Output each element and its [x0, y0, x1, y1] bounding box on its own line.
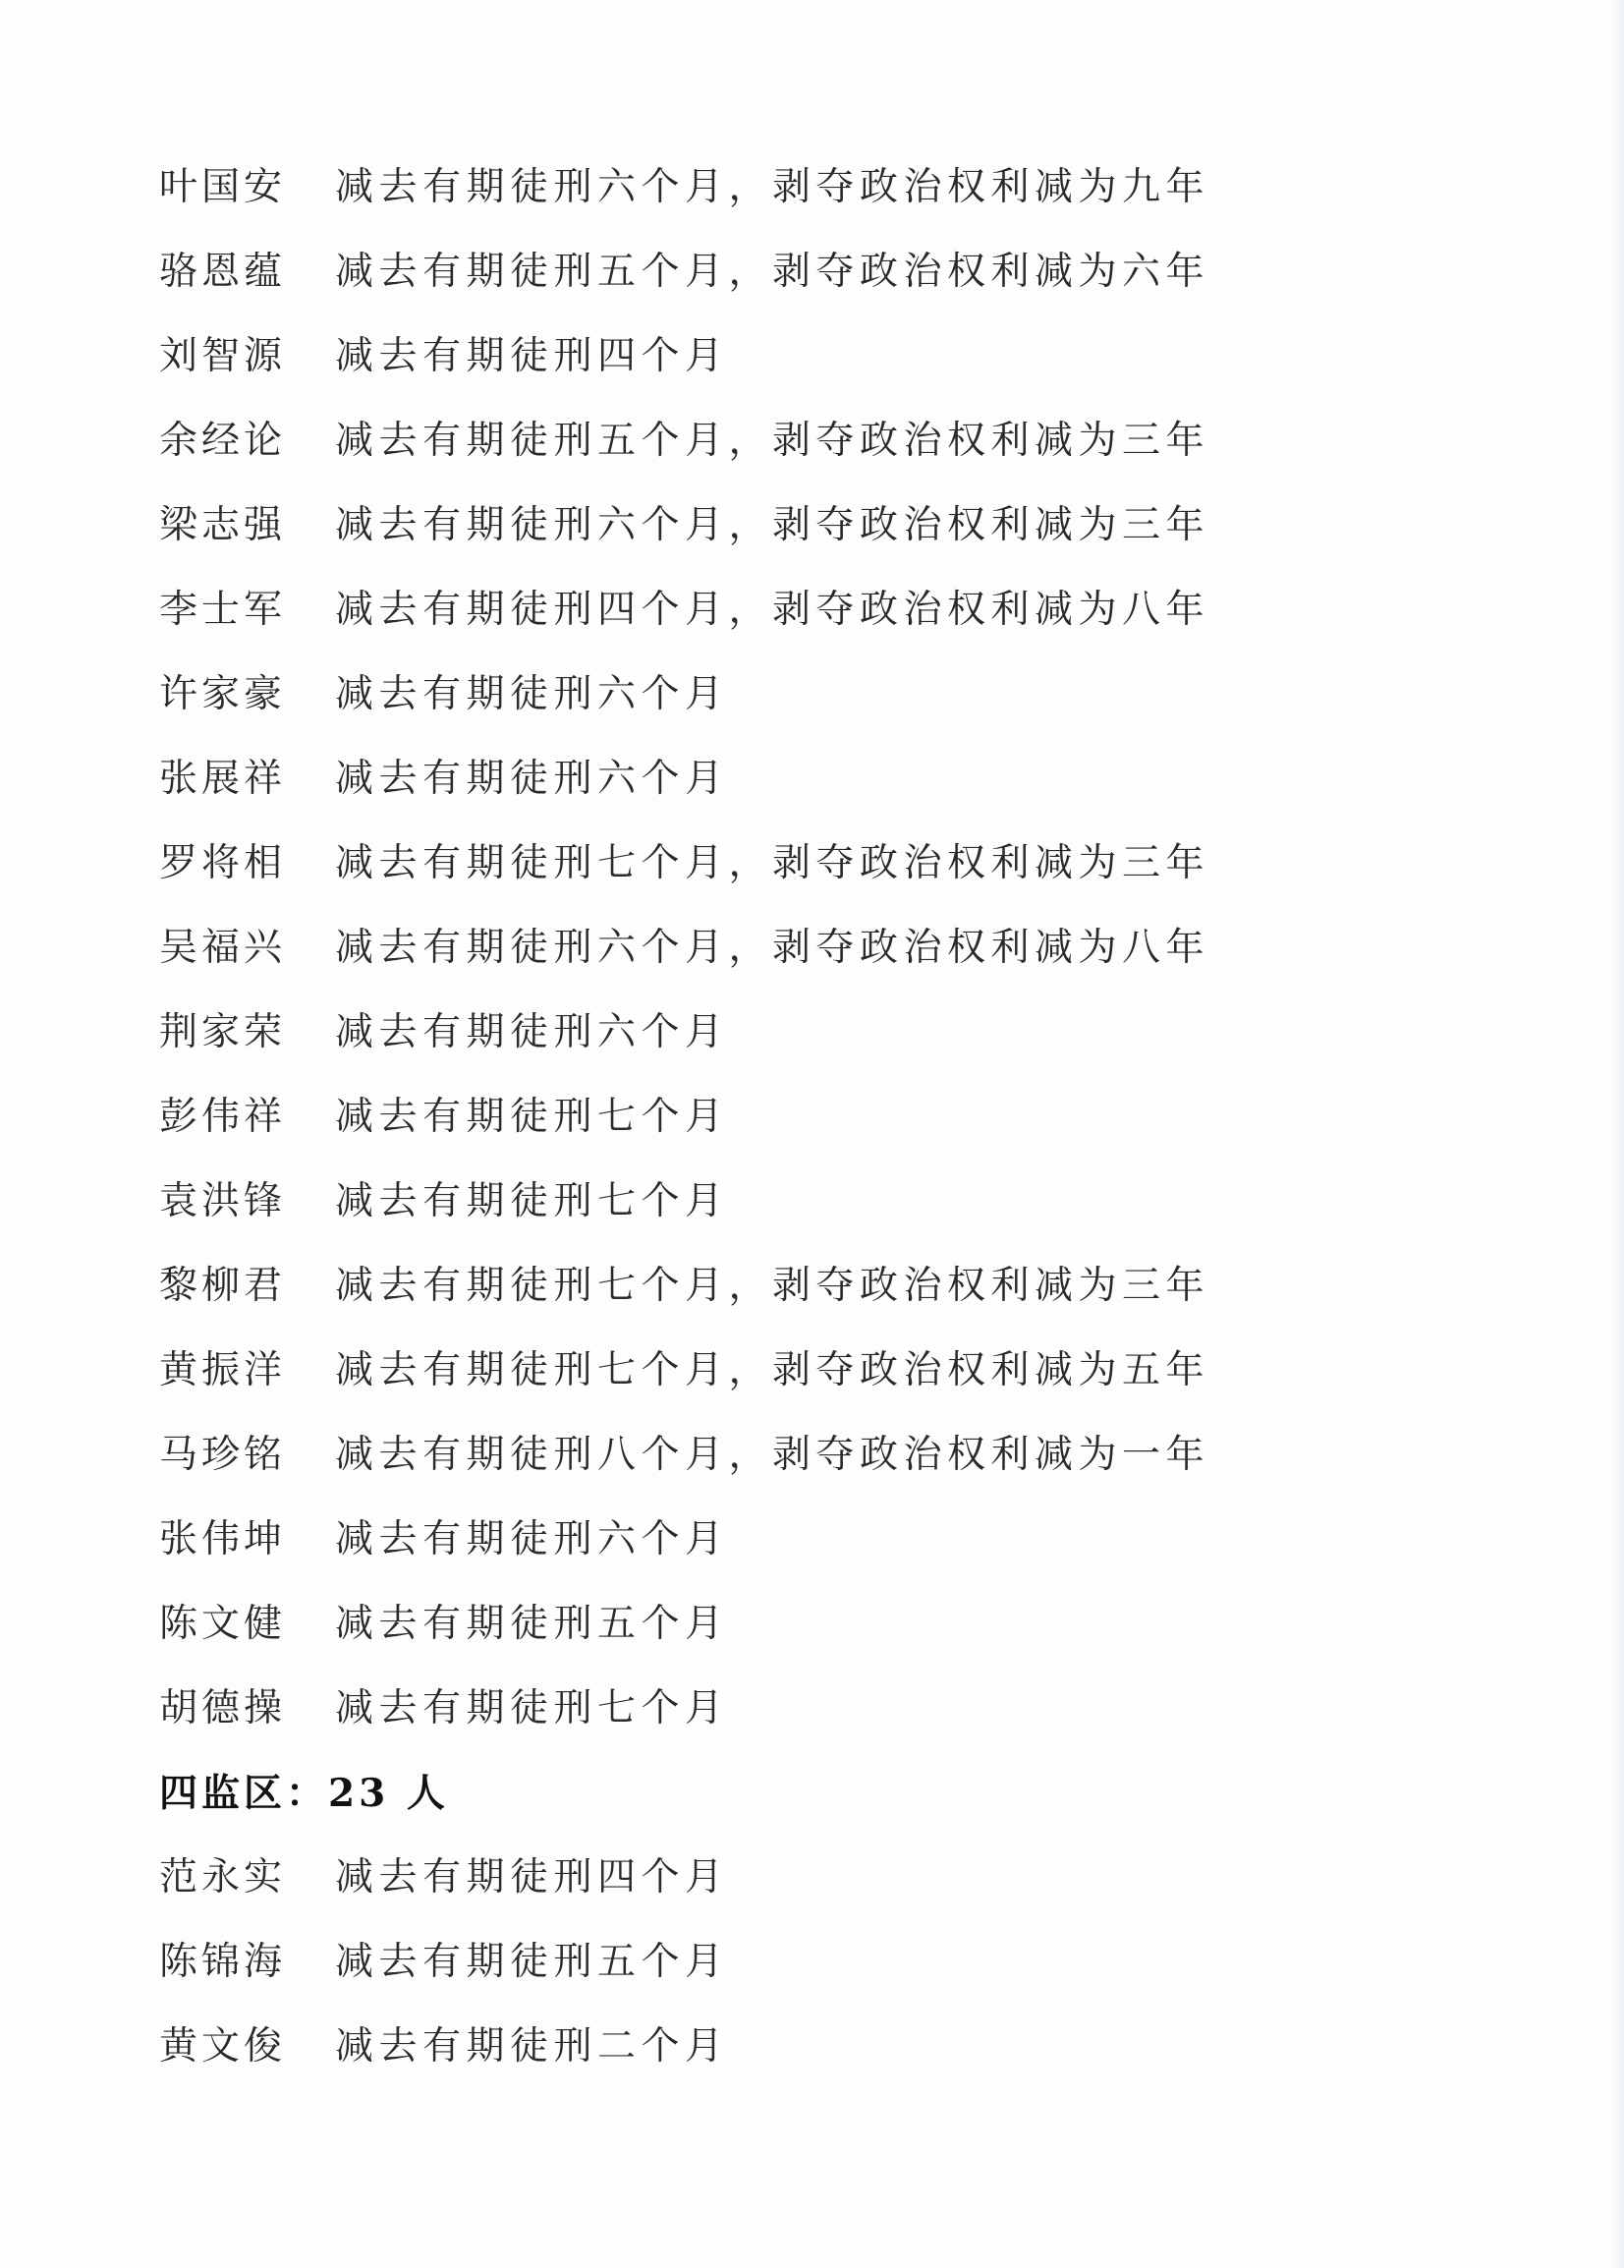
person-name: 陈锦海	[159, 1940, 287, 1984]
list-item	[159, 1920, 1209, 2005]
list-item	[159, 314, 1209, 399]
sentence-reduction: 减去有期徒刑七个月，剥夺政治权利减为三年	[335, 841, 1210, 885]
person-name: 张展祥	[159, 757, 287, 801]
sentence-reduction: 减去有期徒刑六个月	[335, 1010, 729, 1054]
person-name: 荆家荣	[159, 1010, 287, 1054]
list-item	[159, 399, 1209, 483]
person-name: 范永实	[159, 1855, 287, 1899]
list-item	[159, 1413, 1209, 1498]
list-item	[159, 906, 1209, 991]
section-heading: 四监区：23 人	[159, 1771, 449, 1816]
sentence-reduction: 减去有期徒刑五个月	[335, 1602, 729, 1646]
sentence-reduction: 减去有期徒刑四个月	[335, 334, 729, 378]
person-name: 袁洪锋	[159, 1179, 287, 1223]
commutation-list	[159, 145, 1209, 2089]
sentence-reduction: 减去有期徒刑四个月	[335, 1855, 729, 1899]
sentence-reduction: 减去有期徒刑七个月，剥夺政治权利减为五年	[335, 1348, 1210, 1392]
person-name: 梁志强	[159, 503, 287, 547]
sentence-reduction: 减去有期徒刑六个月	[335, 1517, 729, 1561]
list-item	[159, 822, 1209, 906]
person-name: 罗将相	[159, 841, 287, 885]
person-name: 张伟坤	[159, 1517, 287, 1561]
sentence-reduction: 减去有期徒刑二个月	[335, 2024, 729, 2069]
list-item	[159, 483, 1209, 568]
person-name: 彭伟祥	[159, 1095, 287, 1139]
person-name: 许家豪	[159, 672, 287, 716]
sentence-reduction: 减去有期徒刑六个月，剥夺政治权利减为九年	[335, 165, 1210, 209]
sentence-reduction: 减去有期徒刑七个月	[335, 1095, 729, 1139]
list-item	[159, 737, 1209, 822]
list-item	[159, 1244, 1209, 1329]
sentence-reduction: 减去有期徒刑六个月，剥夺政治权利减为八年	[335, 926, 1210, 970]
list-item	[159, 652, 1209, 737]
person-name: 刘智源	[159, 334, 287, 378]
person-name: 余经论	[159, 419, 287, 463]
person-name: 骆恩蕴	[159, 250, 287, 294]
list-item	[159, 1075, 1209, 1160]
person-name: 吴福兴	[159, 926, 287, 970]
sentence-reduction: 减去有期徒刑六个月	[335, 757, 729, 801]
person-name: 黎柳君	[159, 1264, 287, 1308]
list-item	[159, 568, 1209, 652]
person-name: 李士军	[159, 588, 287, 632]
list-item	[159, 1329, 1209, 1413]
sentence-reduction: 减去有期徒刑七个月	[335, 1179, 729, 1223]
sentence-reduction: 减去有期徒刑七个月，剥夺政治权利减为三年	[335, 1264, 1210, 1308]
list-item	[159, 1667, 1209, 1751]
list-item	[159, 1582, 1209, 1667]
person-name: 黄文俊	[159, 2024, 287, 2069]
person-name: 叶国安	[159, 165, 287, 209]
sentence-reduction: 减去有期徒刑四个月，剥夺政治权利减为八年	[335, 588, 1210, 632]
scan-edge	[1610, 0, 1624, 2268]
sentence-reduction: 减去有期徒刑五个月	[335, 1940, 729, 1984]
sentence-reduction: 减去有期徒刑七个月	[335, 1686, 729, 1730]
list-item	[159, 1498, 1209, 1582]
list-item	[159, 2005, 1209, 2089]
list-item	[159, 991, 1209, 1075]
sentence-reduction: 减去有期徒刑五个月，剥夺政治权利减为三年	[335, 419, 1210, 463]
sentence-reduction: 减去有期徒刑六个月，剥夺政治权利减为三年	[335, 503, 1210, 547]
list-item	[159, 230, 1209, 314]
person-name: 黄振洋	[159, 1348, 287, 1392]
list-item	[159, 1836, 1209, 1920]
list-item	[159, 1160, 1209, 1244]
sentence-reduction: 减去有期徒刑八个月，剥夺政治权利减为一年	[335, 1433, 1210, 1477]
list-item	[159, 145, 1209, 230]
sentence-reduction: 减去有期徒刑五个月，剥夺政治权利减为六年	[335, 250, 1210, 294]
person-name: 马珍铭	[159, 1433, 287, 1477]
person-name: 胡德操	[159, 1686, 287, 1730]
person-name: 陈文健	[159, 1602, 287, 1646]
sentence-reduction: 减去有期徒刑六个月	[335, 672, 729, 716]
